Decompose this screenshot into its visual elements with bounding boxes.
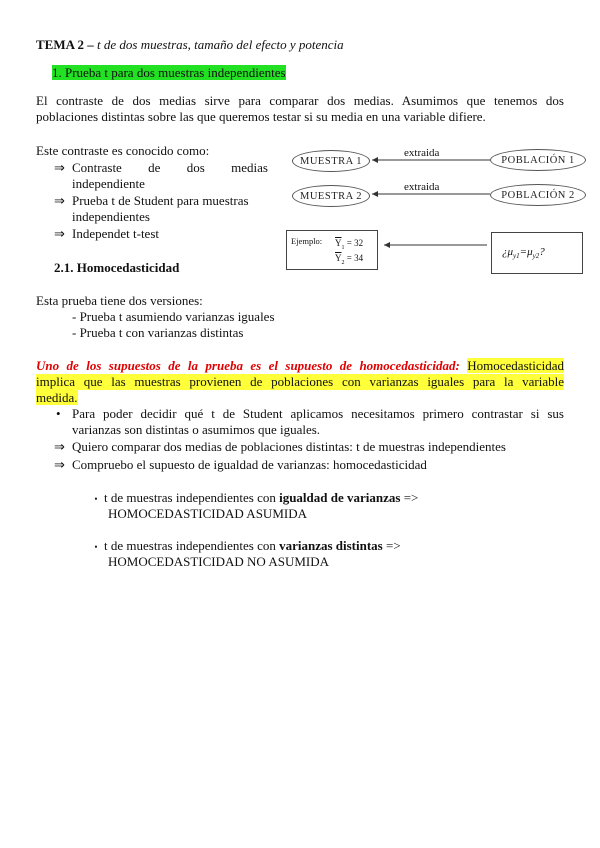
case-2-bold: varianzas distintas xyxy=(279,538,383,553)
case-1-bold: igualdad de varianzas xyxy=(279,490,401,505)
case-2-post: => xyxy=(382,538,401,553)
population-2-oval: POBLACIÓN 2 xyxy=(490,184,586,206)
assumption-highlight-1: Homocedasticidad xyxy=(467,358,565,373)
example-mean-2: $\overline{Y}_2 = 34$ xyxy=(335,253,364,266)
bullet-dot-icon: • xyxy=(94,542,98,552)
arrowhead-1 xyxy=(372,157,378,163)
known-as-item-2-cont: independientes xyxy=(72,209,150,224)
step-arrow-2 xyxy=(54,457,427,473)
version-1: - Prueba t asumiendo varianzas iguales xyxy=(72,309,275,324)
known-as-item-1-cont: independiente xyxy=(72,176,145,191)
case-2-result: HOMOCEDASTICIDAD NO ASUMIDA xyxy=(108,554,330,569)
question-formula: ¿$\mu_{y1}=\mu_{y2}$? xyxy=(502,246,545,261)
tema-subtitle: t de dos muestras, tamaño del efecto y potencia xyxy=(97,37,344,52)
section-heading-2-1: 2.1. Homocedasticidad xyxy=(54,260,180,275)
sample-2-oval: MUESTRA 2 xyxy=(292,185,370,207)
implies-arrow-icon: ⇒ xyxy=(54,226,65,241)
case-2 xyxy=(88,538,401,555)
extracted-label-1: extraida xyxy=(404,147,440,159)
bullet-dot-icon: • xyxy=(56,406,61,421)
example-label: Ejemplo: xyxy=(291,236,323,246)
version-2: - Prueba t con varianzas distintas xyxy=(72,325,244,340)
known-as-item-1-text: Contraste de dos medias xyxy=(72,160,268,175)
step-bullet-1-text: Para poder decidir qué t de Student aplicamos necesitamos primero contrastar si sus xyxy=(72,406,564,421)
example-mean-2-value: = 34 xyxy=(346,253,364,263)
intro-line-2: poblaciones distintas sobre las que queremos testar si su media en una variable difiere. xyxy=(36,109,486,124)
case-1-post: => xyxy=(400,490,419,505)
assumption-line-1 xyxy=(36,358,564,374)
extracted-label-2: extraida xyxy=(404,181,440,193)
section-heading-1-text: 1. Prueba t para dos muestras independientes xyxy=(52,65,286,80)
known-as-lead: Este contraste es conocido como: xyxy=(36,143,210,158)
example-box xyxy=(286,230,378,270)
question-close: ? xyxy=(539,246,545,258)
implies-arrow-icon: ⇒ xyxy=(54,457,65,472)
assumption-red-text: Uno de los supuestos de la prueba es el supuesto de homocedasticidad xyxy=(36,358,456,373)
sample-1-oval: MUESTRA 1 xyxy=(292,150,370,172)
step-arrow-1 xyxy=(54,439,506,455)
implies-arrow-icon: ⇒ xyxy=(54,160,65,175)
implies-arrow-icon: ⇒ xyxy=(54,193,65,208)
case-2-pre: t de muestras independientes con xyxy=(104,538,280,553)
step-arrow-1-text: Quiero comparar dos medias de poblaciones distintas: t de muestras independientes xyxy=(72,439,506,454)
step-bullet-1 xyxy=(56,406,564,422)
example-mean-1-value: = 32 xyxy=(346,238,364,248)
step-arrow-2-text: Compruebo el supuesto de igualdad de varianzas: homocedasticidad xyxy=(72,457,427,472)
step-bullet-1-cont: varianzas son distintas o asumimos que iguales. xyxy=(72,422,321,437)
bullet-dot-icon: • xyxy=(94,494,98,504)
question-open: ¿ xyxy=(502,246,508,258)
assumption-line-2: implica que las muestras provienen de poblaciones con varianzas iguales para la variable xyxy=(36,374,564,389)
case-1-pre: t de muestras independientes con xyxy=(104,490,280,505)
population-1-oval: POBLACIÓN 1 xyxy=(490,149,586,171)
known-as-item-3-text: Independet t-test xyxy=(72,226,159,241)
implies-arrow-icon: ⇒ xyxy=(54,439,65,454)
tema-label: TEMA 2 xyxy=(36,37,85,52)
case-1 xyxy=(88,490,418,507)
assumption-colon: : xyxy=(455,358,460,373)
y-bar-symbol: $\overline{Y}$ xyxy=(335,238,342,248)
assumption-line-3-text: medida. xyxy=(36,390,78,405)
arrowhead-3 xyxy=(384,242,390,248)
intro-line-1: El contraste de dos medias sirve para comparar dos medias. Asumimos que tenemos dos xyxy=(36,93,564,108)
arrowhead-2 xyxy=(372,191,378,197)
versions-lead: Esta prueba tiene dos versiones: xyxy=(36,293,203,308)
assumption-line-3 xyxy=(36,390,78,406)
title-dash: – xyxy=(87,37,94,52)
y-bar-symbol: $\overline{Y}$ xyxy=(335,253,342,263)
example-mean-1: $\overline{Y}_1 = 32$ xyxy=(335,238,364,251)
case-1-result: HOMOCEDASTICIDAD ASUMIDA xyxy=(108,506,307,521)
question-box xyxy=(491,232,583,274)
known-as-item-2-text: Prueba t de Student para muestras xyxy=(72,193,249,208)
